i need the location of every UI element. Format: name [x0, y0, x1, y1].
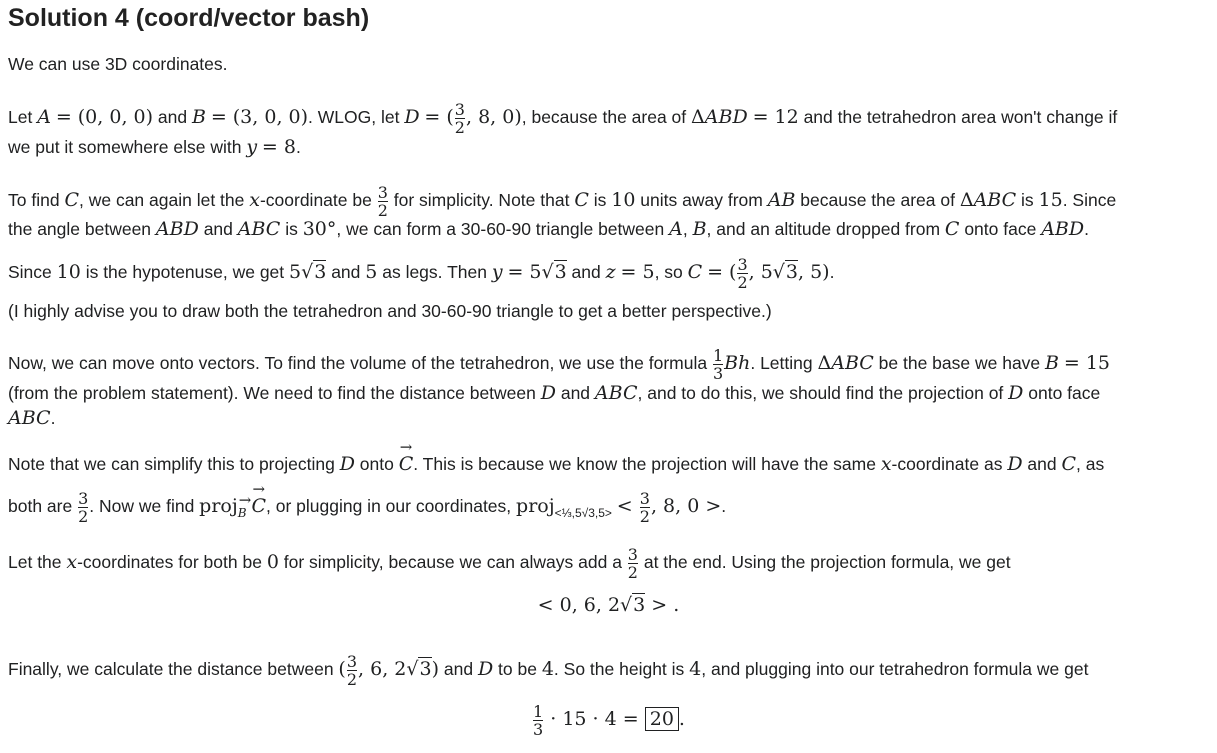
- paragraph-5-line-1: Now, we can move onto vectors. To find the volume of the tetrahedron, we use the formula $\frac{1}{3}$ Bh. Letting ΔABC be the base we have B = 15: [8, 346, 1111, 383]
- paragraph-5-line-2: (from the problem statement). We need to find the distance between D and ABC, and to do this, we should find the projection of D onto face: [8, 382, 1101, 404]
- final-equation: $\frac{1}{3}$ · 15 · 4 = 20 .: [533, 702, 685, 739]
- paragraph-8: Finally, we calculate the distance between ( $\frac{3}{2}$ , 6, 2√3) and D to be 4. So the height is 4, and plugging into our tetrahedron formula we get: [8, 652, 1089, 689]
- answer-box: 20: [645, 707, 679, 731]
- paragraph-2-line-1: Let A = (0, 0, 0) and B = (3, 0, 0). WLOG, let D = ( $\frac{3}{2}$ , 8, 0), because the area of ΔABD = 12 and the tetrahedron area won't change if: [8, 100, 1118, 137]
- paragraph-5-line-3: ABC.: [8, 407, 56, 429]
- paragraph-3-line-1: To find C, we can again let the x-coordinate be $\frac{3}{2}$ for simplicity. Note that C is 10 units away from AB because the area of ΔABC is 15. Since: [8, 183, 1117, 220]
- paragraph-2-line-2: we put it somewhere else with y = 8.: [8, 136, 301, 158]
- projection-result: < 0, 6, 2√3 > .: [537, 594, 680, 616]
- paragraph-7: Let the x-coordinates for both be 0 for simplicity, because we can always add a $\frac{3}{2}$ at the end. Using the projection formula, we get: [8, 545, 1011, 582]
- paragraph-3-line-2: the angle between ABD and ABC is 30°, we can form a 30-60-90 triangle between A, B, and an altitude dropped from C onto face ABD.: [8, 218, 1089, 240]
- paragraph-3-line-3: Since 10 is the hypotenuse, we get 5√3 and 5 as legs. Then y = 5√3 and z = 5, so C = ( $\frac{3}{2}$ , 5√3, 5).: [8, 255, 835, 292]
- paragraph-1: We can use 3D coordinates.: [8, 54, 228, 74]
- section-title: Solution 4 (coord/vector bash): [8, 4, 370, 32]
- paragraph-4: (I highly advise you to draw both the tetrahedron and 30-60-90 triangle to get a better perspective.): [8, 301, 772, 321]
- paragraph-6-line-1: Note that we can simplify this to projecting D onto → C. This is because we know the projection will have the same x-coordinate as D and C, as: [8, 453, 1104, 475]
- paragraph-6-line-2: both are $\frac{3}{2}$ . Now we find proj→ B → C, or plugging in our coordinates, proj$_{<\frac{1}{3}​,5√3,5>}$ < $\frac{3}{2}$ , 8, 0 >.: [8, 490, 726, 525]
